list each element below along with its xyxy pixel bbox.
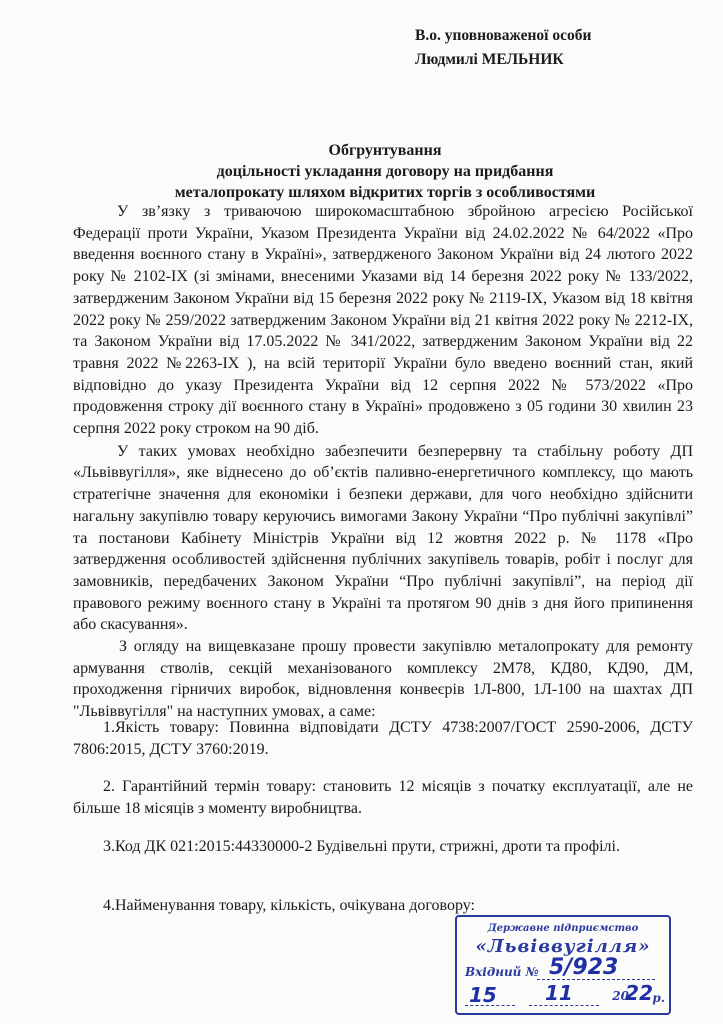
registration-stamp bbox=[455, 915, 671, 1015]
document-title bbox=[60, 140, 710, 203]
paragraph-martial-law: У зв’язку з триваючою широкомасштабною збройною агресією Російської Федерації проти України, Указом Президента України від 24.02.2022 № 64/2022 «Про введення воєнного стану в Україні», затвердженого Законом України від 24 лютого 2022 року № 2102-IX (зі змінами, внесеними Указами від 14 березня 2022 року № 133/2022, затвердженим Законом України від 15 березня 2022 року № 2119-IX, Указом від 18 квітня 2022 року № 259/2022 затвердженим Законом України від 21 квітня 2022 року № 2212-IX, та Законом України від 17.05.2022 № 341/2022, затвердженим Законом України від 22 травня 2022 №2263-IX ), на всій території України було введено воєнний стан, який відповідно до указу Президента України від 12 серпня 2022 № 573/2022 «Про продовження строку дії воєнного стану в Україні» продовжено з 05 години 30 хвилин 23 серпня 2022 року строком на 90 діб. bbox=[73, 203, 693, 438]
stamp-incoming-label: Вхідний № bbox=[465, 965, 539, 979]
stamp-org-name: «Львіввугілля» bbox=[475, 936, 651, 957]
document-body bbox=[73, 201, 693, 723]
list-item-name: 4.Найменування товару, кількість, очікувана договору: bbox=[103, 897, 475, 914]
paragraph-conditions: У таких умовах необхідно забезпечити безперервну та стабільну роботу ДП «Львіввугілля», яке віднесено до об’єктів паливно-енергетичного комплексу, що мають стратегічне значення для економіки і безпеки держави, для чого необхідно здійснити нагальну закупівлю товару керуючись вимогами Закону України “Про публічні закупівлі” та постанови Кабінету Міністрів України від 12 жовтня 2022 р. № 1178 «Про затвердження особливостей здійснення публічних закупівель товарів, робіт і послуг для замовників, передбачених Законом України “Про публічні закупівлі”, на період дії правового режиму воєнного стану в Україні та протягом 90 днів з дня його припинення або скасування». bbox=[73, 442, 693, 634]
title-line-3: металопрокату шляхом відкритих торгів з особливостями bbox=[174, 184, 596, 201]
title-line-2: доцільності укладання договору на придбання bbox=[216, 163, 554, 180]
stamp-year-print: 20 bbox=[612, 989, 629, 1003]
addressee-block bbox=[415, 24, 591, 72]
stamp-month-line bbox=[529, 1005, 599, 1006]
stamp-day: 15 bbox=[469, 983, 497, 1007]
paragraph-request: З огляду на вищевказане прошу провести закупівлю металопрокату для ремонту армування стволів, секцій механізованого комплексу 2М78, КД80, КД90, ДМ, проходження гірничих виробок, відновлення конвеєрів 1Л-800, 1Л-100 на шахтах ДП "Львіввугілля" на наступних умовах, а саме: bbox=[73, 638, 693, 721]
list-item-code: 3.Код ДК 021:2015:44330000-2 Будівельні прути, стрижні, дроти та профілі. bbox=[103, 838, 620, 855]
addressee-name: Людмилі МЕЛЬНИК bbox=[415, 51, 564, 68]
stamp-year-suffix: р. bbox=[652, 991, 665, 1005]
list-item-quality: 1.Якість товару: Повинна відповідати ДСТУ 4738:2007/ГОСТ 2590-2006, ДСТУ 7806:2015, ДСТУ 3760:2019. bbox=[73, 719, 693, 758]
stamp-incoming-number: 5/923 bbox=[549, 955, 619, 980]
stamp-month: 11 bbox=[545, 981, 573, 1005]
stamp-org-type: Державне підприємство bbox=[487, 923, 639, 934]
list-item-warranty: 2. Гарантійний термін товару: становить 12 місяців з початку експлуатації, але не більше 18 місяців з моменту виробництва. bbox=[73, 778, 693, 817]
title-line-1: Обгрунтування bbox=[328, 142, 442, 159]
addressee-position: В.о. уповноваженої особи bbox=[415, 27, 592, 44]
stamp-year-hand: 22 bbox=[625, 981, 653, 1005]
